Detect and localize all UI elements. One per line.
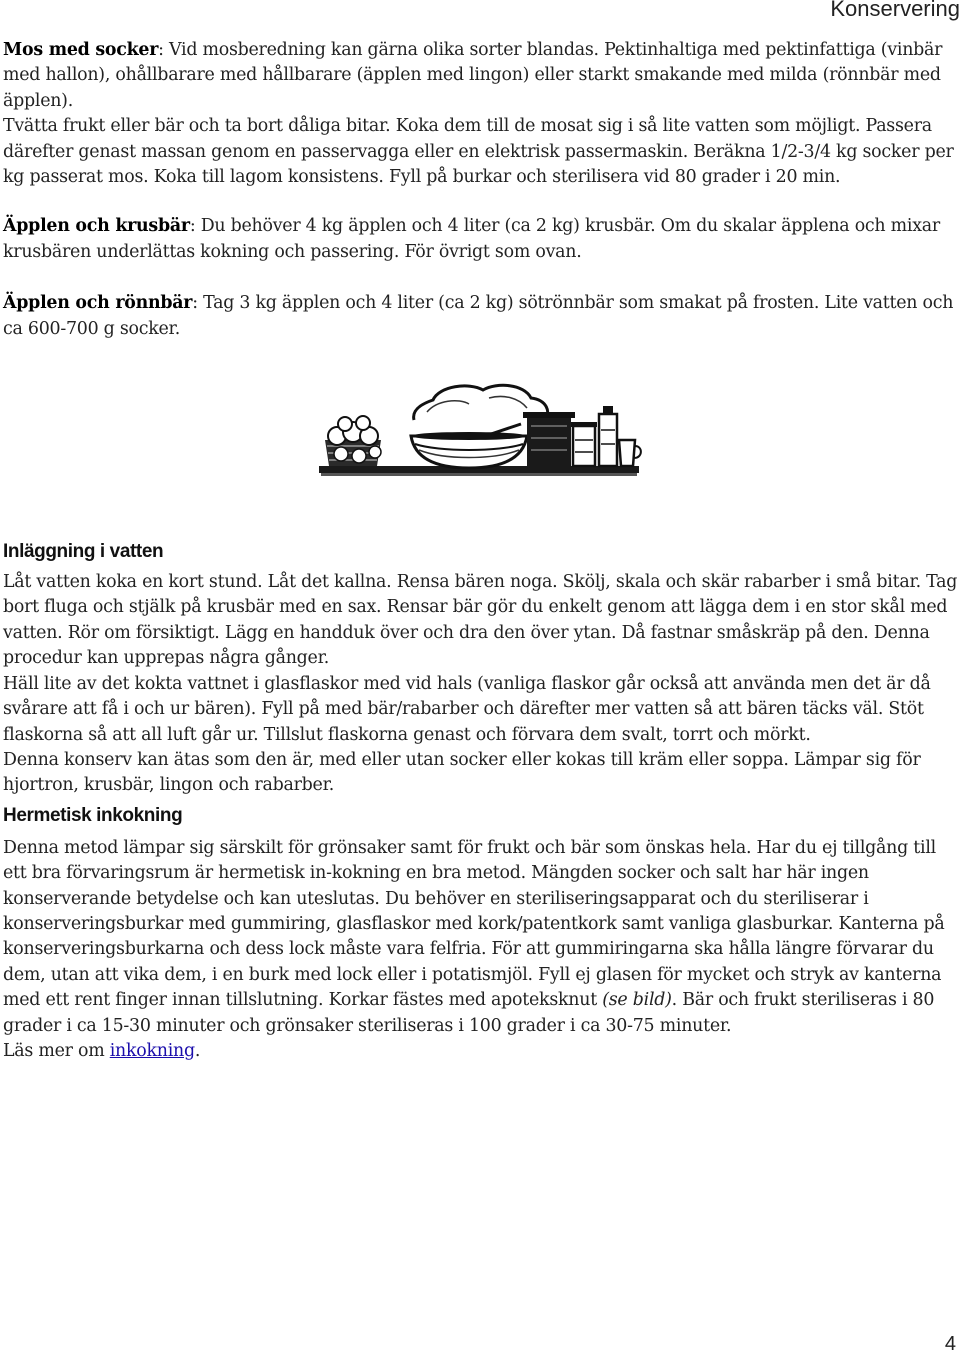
document-body xyxy=(3,38,958,1064)
inkokning-link[interactable]: inkokning xyxy=(109,1040,195,1061)
page-number: 4 xyxy=(944,1333,956,1355)
mos-intro-paragraph xyxy=(3,38,958,114)
inlaggning-paragraph-2: Häll lite av det kokta vattnet i glasflaskor med vid hals (vanliga flaskor går också att använda men det är då svårare att få i och ur bären). Fyll på med bär/rabarber och därefter mer vatten så att bären täcks väl. Stöt flaskorna så att all luft går ur. Tillslut flaskorna genast och förvara dem svalt, torrt och mörkt. xyxy=(3,673,931,745)
read-more-prefix: Läs mer om xyxy=(3,1040,110,1061)
mos-term: Mos med socker xyxy=(3,40,159,60)
krusbar-text: : Du behöver 4 kg äpplen och 4 liter (ca 2 kg) krusbär. Om du skalar äpplena och mixar krusbären underlättas kokning och passering. För övrigt som ovan. xyxy=(3,216,940,262)
hermetisk-text-after-note: . Bär och frukt steriliseras i 80 grader i ca 15-30 minuter och grönsaker steriliseras i 100 grader i ca 30-75 minuter. xyxy=(3,990,935,1036)
ronnbar-term: Äpplen och rönnbär xyxy=(3,293,193,314)
inlaggning-paragraph-1: Låt vatten koka en kort stund. Låt det kallna. Rensa bären noga. Skölj, skala och skär rabarber i små bitar. Tag bort fluga och stjälk på krusbär med en sax. Rensar bär gör du enkelt genom att lägga dem i en stor skål med vatten. Rör om försiktigt. Lägg en handduk över och dra den över ytan. Då fastnar småskräp på den. Denna procedur kan upprepas några gånger. xyxy=(3,572,958,669)
kitchen-preserving-illustration xyxy=(3,378,958,528)
krusbar-paragraph xyxy=(3,214,958,265)
mos-steps-paragraph: Tvätta frukt eller bär och ta bort dåliga bitar. Koka dem till de mosat sig i så lite vatten som möjligt. Passera därefter genast massan genom en passervagga eller en elektrisk passermaskin. Beräkna 1/2-3/4 kg socker per kg passerat mos. Koka till lagom konsistens. Fyll på burkar och sterilisera vid 80 grader i 20 min. xyxy=(3,116,954,188)
ronnbar-paragraph xyxy=(3,291,958,342)
kitchen-illustration-icon xyxy=(319,378,643,482)
hermetisk-paragraph xyxy=(3,836,958,1039)
krusbar-term: Äpplen och krusbär xyxy=(3,216,190,237)
read-more-suffix: . xyxy=(194,1040,201,1061)
ronnbar-text: : Tag 3 kg äpplen och 4 liter (ca 2 kg) sötrönnbär som smakat på frosten. Lite vatten och ca 600-700 g socker. xyxy=(3,293,954,339)
inlaggning-paragraph-3: Denna konserv kan ätas som den är, med eller utan socker eller kokas till kräm eller soppa. Lämpar sig för hjortron, krusbär, lingon och rabarber. xyxy=(3,749,921,796)
hermetisk-text-before-note: Denna metod lämpar sig särskilt för grönsaker samt för frukt och bär som önskas hela. Har du ej tillgång till ett bra förvaringsrum är hermetisk in-kokning en bra metod. Mängden socker och salt har här ingen konserverande betydelse och kan uteslutas. Du behöver en steriliseringsapparat och du steriliserar i konserveringsburkar med gummiring, glasflaskor med kork/patentkork samt vanliga glasburkar. Kanterna på konserveringsburkarna och dess lock måste vara felfria. För att gummiringarna ska hålla längre förvarar du dem, utan att vika dem, i en burk med lock eller i potatismjöl. Fyll ej glasen för mycket och stryk av kanterna med ett rent finger innan tillslutning. Korkar fästes med apoteksknut xyxy=(3,837,945,1011)
inlaggning-heading: Inläggning i vatten xyxy=(3,541,164,563)
see-picture-note: (se bild) xyxy=(602,990,672,1011)
page-header-title: Konservering xyxy=(830,0,960,21)
mos-intro-text: : Vid mosberedning kan gärna olika sorter blandas. Pektinhaltiga med pektinfattiga (vinbär med hallon), ohållbarare med hållbarare (äpplen med lingon) eller starkt smakande med milda (rönnbär med äpplen). xyxy=(3,40,943,111)
hermetisk-heading: Hermetisk inkokning xyxy=(3,804,183,826)
read-more-line xyxy=(3,1039,958,1064)
